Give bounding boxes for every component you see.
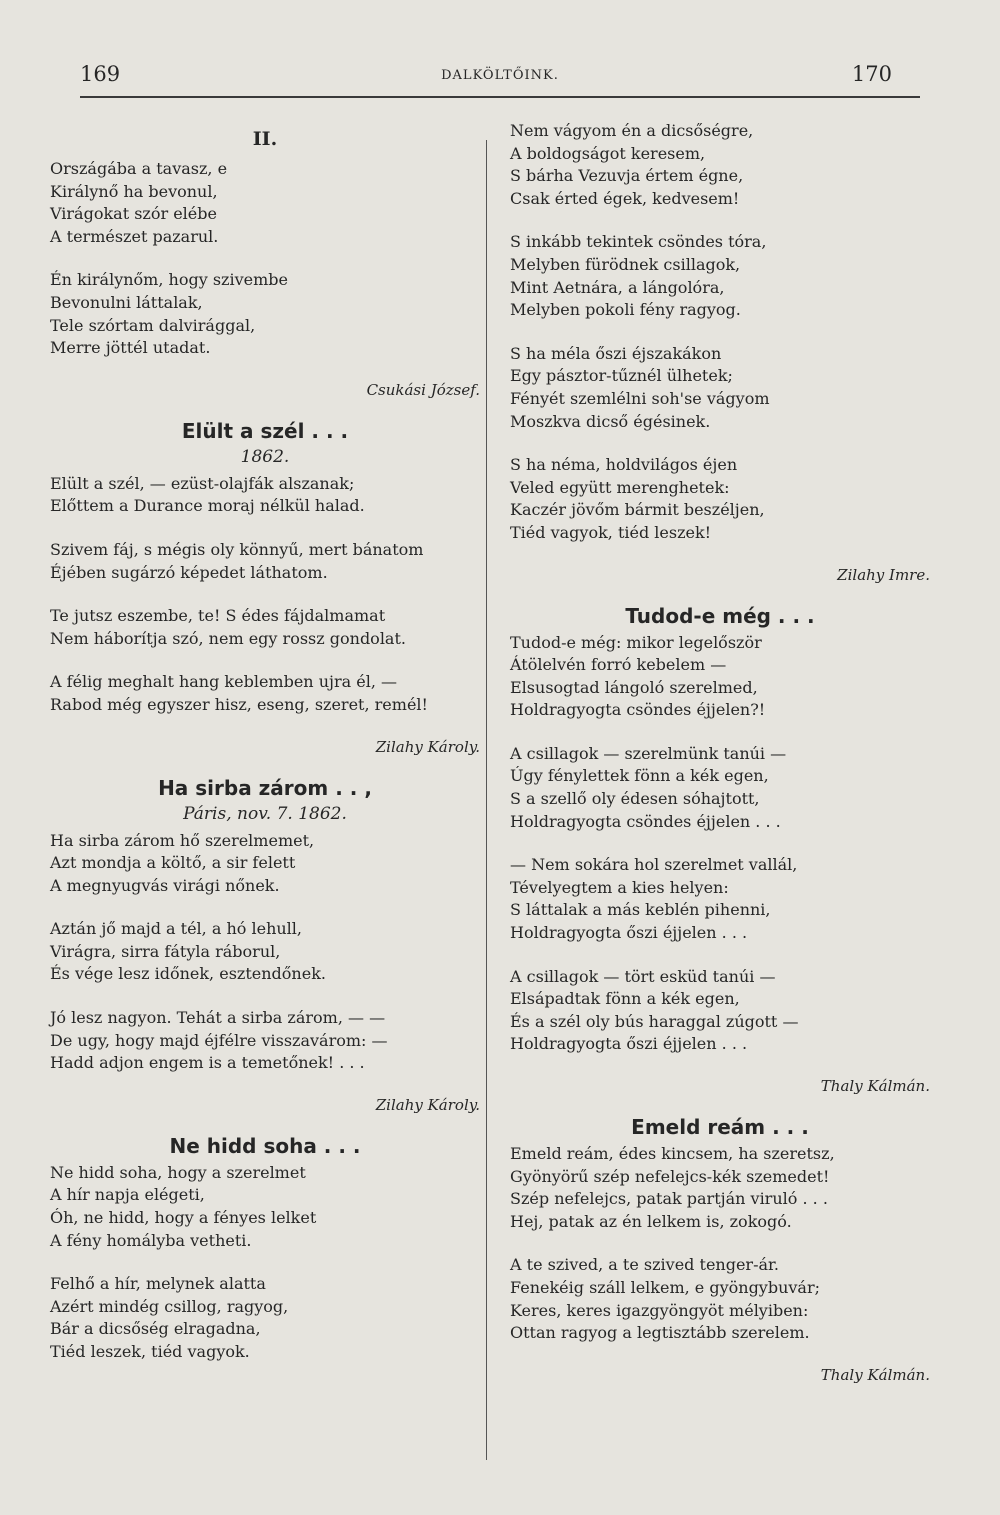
right-column <box>510 120 930 1394</box>
verse-line: Holdragyogta őszi éjjelen . . . <box>510 1034 748 1054</box>
stanza <box>50 158 480 248</box>
verse-line: S ha méla őszi éjszakákon <box>510 343 722 363</box>
stanza <box>510 231 930 321</box>
stanza <box>510 454 930 544</box>
verse-line: De ugy, hogy majd éjfélre visszavárom: — <box>50 1030 388 1050</box>
column-divider <box>486 140 487 1460</box>
left-column <box>50 120 480 1374</box>
verse-line: Holdragyogta csöndes éjjelen?! <box>510 700 766 720</box>
poem-author: Thaly Kálmán. <box>820 1365 930 1384</box>
poem <box>510 1115 930 1384</box>
stanza <box>510 1143 930 1233</box>
verse-line: Kaczér jövőm bármit beszéljen, <box>510 500 765 520</box>
poem <box>50 419 480 756</box>
verse-line: Merre jöttél utadat. <box>50 338 211 358</box>
poem <box>50 128 480 399</box>
verse-line: A boldogságot keresem, <box>510 143 706 163</box>
verse-line: Óh, ne hidd, hogy a fényes lelket <box>50 1208 317 1228</box>
running-title: DALKÖLTŐINK. <box>441 68 559 83</box>
verse-line: Aztán jő majd a tél, a hó lehull, <box>50 919 302 939</box>
verse-line: S a szellő oly édesen sóhajtott, <box>510 789 760 809</box>
poem <box>50 776 480 1114</box>
verse-line: És a szél oly bús haraggal zúgott — <box>510 1011 799 1031</box>
stanza <box>50 605 480 650</box>
page-number-left: 169 <box>80 62 121 86</box>
verse-line: A hír napja elégeti, <box>50 1185 205 1205</box>
verse-line: Melyben pokoli fény ragyog. <box>510 300 741 320</box>
verse-line: Előttem a Durance moraj nélkül halad. <box>50 496 365 516</box>
poem-title: Tudod-e még . . . <box>625 603 815 628</box>
poem-title: Ne hidd soha . . . <box>169 1133 361 1158</box>
verse-line: Virágra, sirra fátyla ráborul, <box>50 941 281 961</box>
poem <box>50 1134 480 1364</box>
verse-line: Szép nefelejcs, patak partján viruló . . . <box>510 1189 828 1209</box>
stanza <box>50 918 480 986</box>
verse-line: Átölelvén forró kebelem — <box>510 655 727 675</box>
verse-line: A csillagok — szerelmünk tanúi — <box>510 743 787 763</box>
verse-line: S ha néma, holdvilágos éjen <box>510 455 738 475</box>
verse-line: Mint Aetnára, a lángolóra, <box>510 277 725 297</box>
verse-line: Rabod még egyszer hisz, eseng, szeret, remél! <box>50 694 428 714</box>
stanza <box>510 120 930 210</box>
poem-title: Elült a szél . . . <box>181 418 349 443</box>
verse-line: Melyben fürödnek csillagok, <box>510 254 741 274</box>
verse-line: Virágokat szór elébe <box>50 204 217 224</box>
verse-line: Fényét szemlélni soh'se vágyom <box>510 388 770 408</box>
poem <box>510 604 930 1096</box>
stanza <box>510 966 930 1056</box>
verse-line: Tiéd leszek, tiéd vagyok. <box>50 1342 250 1361</box>
verse-line: S bárha Vezuvja értem égne, <box>510 166 744 186</box>
verse-line: Hej, patak az én lelkem is, zokogó. <box>510 1211 792 1231</box>
stanza <box>510 743 930 833</box>
stanza <box>50 830 480 898</box>
stanza <box>510 343 930 433</box>
verse-line: Moszkva dicső égésinek. <box>510 411 711 431</box>
verse-line: A megnyugvás virági nőnek. <box>50 875 280 895</box>
verse-line: — Nem sokára hol szerelmet vallál, <box>510 855 798 875</box>
verse-line: Országába a tavasz, e <box>50 159 228 178</box>
verse-line: Én királynőm, hogy szivembe <box>50 270 288 290</box>
verse-line: Úgy fénylettek fönn a kék egen, <box>510 766 769 786</box>
verse-line: S láttalak a más keblén pihenni, <box>510 900 771 920</box>
poem-author: Zilahy Károly. <box>375 1095 480 1114</box>
verse-line: Nem háborítja szó, nem egy rossz gondolat. <box>50 628 406 648</box>
verse-line: Bevonulni láttalak, <box>50 292 203 312</box>
poem-title: Emeld reám . . . <box>631 1115 809 1139</box>
stanza <box>50 473 480 518</box>
stanza <box>50 539 480 584</box>
verse-line: Királynő ha bevonul, <box>50 181 218 201</box>
poem-author: Zilahy Károly. <box>375 737 480 756</box>
stanza <box>50 269 480 359</box>
stanza <box>50 1007 480 1075</box>
page-number-right: 170 <box>851 62 892 86</box>
verse-line: Szivem fáj, s mégis oly könnyű, mert bánatom <box>50 539 424 559</box>
verse-line: Jó lesz nagyon. Tehát a sirba zárom, — — <box>50 1008 386 1028</box>
verse-line: A természet pazarul. <box>50 226 219 246</box>
verse-line: Felhő a hír, melynek alatta <box>50 1274 266 1294</box>
verse-line: Csak érted égek, kedvesem! <box>510 188 740 208</box>
poem-author: Zilahy Imre. <box>837 565 930 584</box>
poem-number: II. <box>252 128 278 150</box>
verse-line: Éjében sugárzó képedet láthatom. <box>50 562 328 582</box>
stanza <box>510 854 930 944</box>
poem-author: Thaly Kálmán. <box>820 1077 930 1095</box>
verse-line: Emeld reám, édes kincsem, ha szeretsz, <box>510 1144 835 1163</box>
verse-line: Elült a szél, — ezüst-olajfák alszanak; <box>50 473 355 493</box>
poem-title: Ha sirba zárom . . , <box>158 775 372 800</box>
verse-line: És vége lesz időnek, esztendőnek. <box>50 964 326 984</box>
poem <box>510 120 930 584</box>
verse-line: Veled együtt merenghetek: <box>510 477 730 497</box>
verse-line: Holdragyogta csöndes éjjelen . . . <box>510 811 781 831</box>
verse-line: Egy pásztor-tűznél ülhetek; <box>510 366 733 386</box>
verse-line: Keres, keres igazgyöngyöt mélyiben: <box>510 1300 809 1320</box>
poem-author: Csukási József. <box>366 380 480 399</box>
verse-line: A csillagok — tört esküd tanúi — <box>510 966 776 986</box>
verse-line: Gyönyörű szép nefelejcs-kék szemedet! <box>510 1166 830 1186</box>
stanza <box>50 671 480 716</box>
verse-line: Elsápadtak fönn a kék egen, <box>510 989 740 1009</box>
verse-line: Elsusogtad lángoló szerelmed, <box>510 677 758 697</box>
verse-line: Tévelyegtem a kies helyen: <box>510 877 729 897</box>
verse-line: Tudod-e még: mikor legelőször <box>510 632 762 652</box>
verse-line: Tiéd vagyok, tiéd leszek! <box>510 522 712 542</box>
verse-line: Te jutsz eszembe, te! S édes fájdalmamat <box>50 606 386 626</box>
page-header <box>80 60 920 98</box>
verse-line: Fenekéig száll lelkem, e gyöngybuvár; <box>510 1277 821 1297</box>
stanza <box>50 1162 480 1252</box>
poem-date: Páris, nov. 7. 1862. <box>183 803 347 824</box>
stanza <box>50 1273 480 1363</box>
verse-line: A félig meghalt hang keblemben ujra él, — <box>50 672 397 692</box>
verse-line: Nem vágyom én a dicsőségre, <box>510 121 754 140</box>
verse-line: Ne hidd soha, hogy a szerelmet <box>50 1162 306 1182</box>
verse-line: Holdragyogta őszi éjjelen . . . <box>510 923 748 943</box>
stanza <box>510 632 930 722</box>
verse-line: Ha sirba zárom hő szerelmemet, <box>50 830 315 850</box>
verse-line: Hadd adjon engem is a temetőnek! . . . <box>50 1053 365 1073</box>
verse-line: Ottan ragyog a legtisztább szerelem. <box>510 1323 810 1343</box>
verse-line: Bár a dicsőség elragadna, <box>50 1319 261 1339</box>
verse-line: A fény homályba vetheti. <box>50 1230 252 1250</box>
verse-line: Azt mondja a költő, a sir felett <box>50 853 296 873</box>
stanza <box>510 1254 930 1344</box>
verse-line: S inkább tekintek csöndes tóra, <box>510 232 767 252</box>
verse-line: A te szived, a te szived tenger-ár. <box>510 1255 779 1275</box>
verse-line: Tele szórtam dalvirággal, <box>50 315 256 335</box>
verse-line: Azért mindég csillog, ragyog, <box>50 1296 289 1316</box>
poem-date: 1862. <box>240 446 290 467</box>
